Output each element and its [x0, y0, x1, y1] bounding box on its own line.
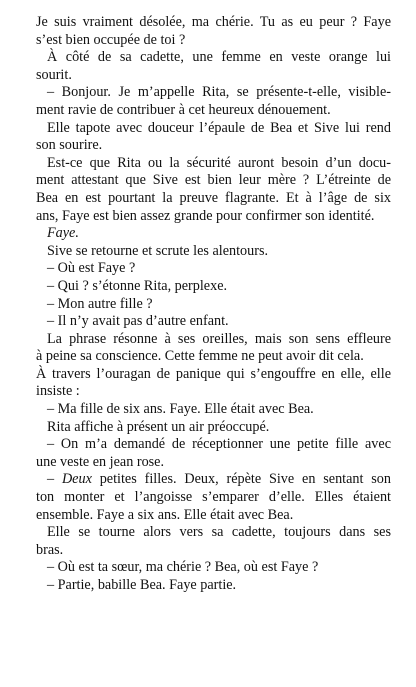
text-line: une veste en jean rose.: [36, 453, 165, 470]
text-line: ment ravie de contribuer à cet heureux dénouement.: [36, 101, 331, 118]
text-line: La phrase résonne à ses oreilles, mais son sens effleure: [47, 330, 391, 347]
text-line: bras.: [36, 541, 64, 558]
text-line: – Bonjour. Je m’appelle Rita, se présente-t-elle, visible-: [47, 84, 391, 101]
text-line: Sive se retourne et scrute les alentours.: [47, 242, 269, 259]
text-line: – Où est Faye ?: [47, 260, 136, 277]
text-line: sourit.: [36, 66, 72, 83]
text-line: ment attestant que Sive est bien leur mère ? L’étreinte de: [36, 172, 391, 189]
text-line: – On m’a demandé de réceptionner une petite fille avec: [47, 436, 391, 453]
paragraph: [36, 436, 391, 471]
paragraph: [36, 49, 391, 84]
paragraph: [36, 278, 391, 296]
paragraph: [36, 14, 391, 49]
text-line: – Mon autre fille ?: [47, 295, 153, 312]
paragraph: [36, 577, 391, 595]
text-line: – Qui ? s’étonne Rita, perplexe.: [47, 277, 228, 294]
text-line: Elle tapote avec douceur l’épaule de Bea et Sive lui rend: [47, 119, 391, 136]
text-line: – Partie, babille Bea. Faye partie.: [47, 577, 237, 593]
text-line: ans, Faye est bien assez grande pour confirmer son identité.: [36, 207, 375, 224]
paragraph: [36, 243, 391, 261]
paragraph: [36, 296, 391, 314]
paragraph: [36, 225, 391, 243]
text-line: s’est bien occupée de toi ?: [36, 31, 186, 48]
paragraph: [36, 559, 391, 577]
text-line: À côté de sa cadette, une femme en veste orange lui: [47, 49, 391, 66]
text-line: – Ma fille de six ans. Faye. Elle était avec Bea.: [47, 401, 314, 418]
text-line: ton monter et l’angoisse s’emparer d’elle. Elles étaient: [36, 489, 391, 506]
paragraph: [36, 313, 391, 331]
paragraph: [36, 260, 391, 278]
text-line: Faye.: [47, 225, 79, 242]
paragraph: [36, 471, 391, 524]
paragraph: [36, 401, 391, 419]
paragraph: [36, 331, 391, 401]
text-line: – Deux petites filles. Deux, répète Sive en sentant son: [47, 471, 391, 488]
paragraph: [36, 419, 391, 437]
paragraph: [36, 155, 391, 225]
text-line: à peine sa conscience. Cette femme ne peut avoir dit cela.: [36, 348, 364, 365]
text-line: Je suis vraiment désolée, ma chérie. Tu as eu peur ? Faye: [36, 14, 391, 30]
paragraph: [36, 84, 391, 119]
text-line: À travers l’ouragan de panique qui s’engouffre en elle, elle: [36, 365, 391, 382]
text-line: Bea en est pourtant la preuve flagrante. Et à l’âge de six: [36, 189, 391, 206]
text-line: insiste :: [36, 383, 80, 400]
text-line: Est-ce que Rita ou la sécurité auront besoin d’un docu-: [47, 154, 391, 171]
text-line: son sourire.: [36, 137, 103, 154]
paragraph: [36, 120, 391, 155]
text-line: Rita affiche à présent un air préoccupé.: [47, 418, 270, 435]
paragraph: [36, 524, 391, 559]
text-line: ensemble. Faye a six ans. Elle était avec Bea.: [36, 506, 294, 523]
text-line: – Où est ta sœur, ma chérie ? Bea, où est Faye ?: [47, 559, 319, 576]
text-line: Elle se tourne alors vers sa cadette, toujours dans ses: [47, 524, 391, 541]
book-page: [36, 14, 391, 595]
text-line: – Il n’y avait pas d’autre enfant.: [47, 313, 229, 330]
